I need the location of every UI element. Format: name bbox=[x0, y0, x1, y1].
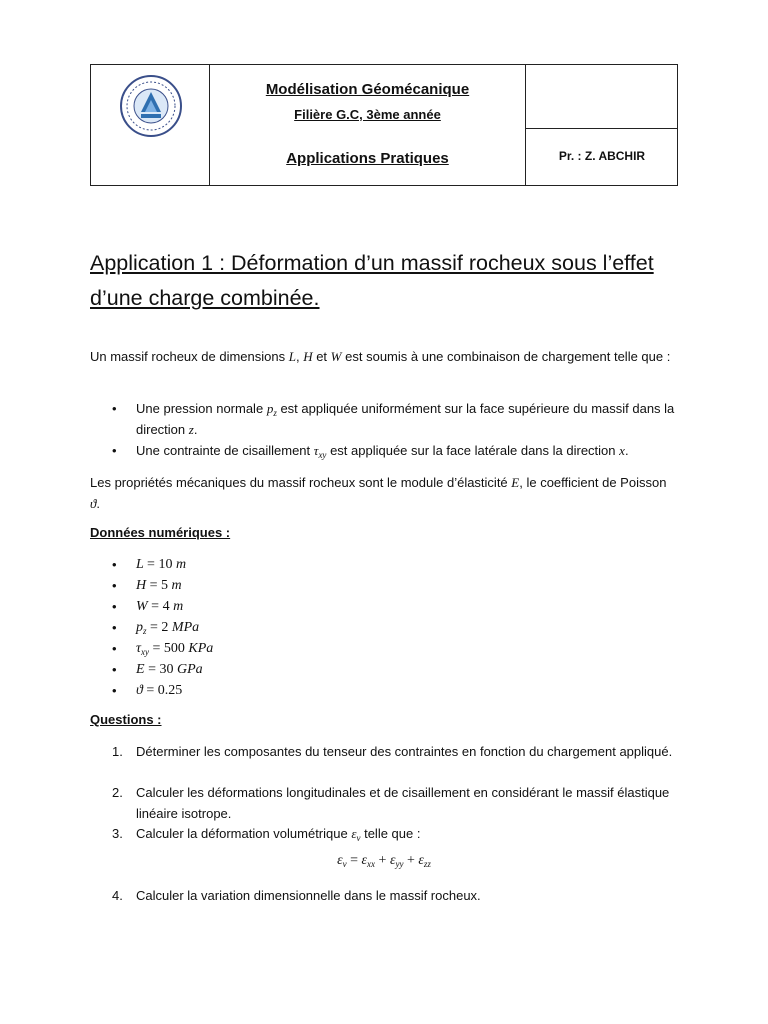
school-logo-icon bbox=[119, 74, 183, 138]
data-item-nu: ϑ = 0.25 bbox=[136, 683, 183, 698]
bullet-icon: • bbox=[112, 662, 117, 677]
application-title: Application 1 : Déformation d’un massif rocheux sous l’effet d’une charge combinée. bbox=[90, 251, 654, 310]
numerical-data-label: Données numériques : bbox=[90, 525, 231, 540]
header-divider bbox=[525, 128, 677, 129]
question-3: Calculer la déformation volumétrique $\varepsilon_v$ telle que : bbox=[136, 826, 421, 843]
list-number: 1. bbox=[112, 744, 123, 759]
professor-name: Pr. : Z. ABCHIR bbox=[558, 149, 646, 163]
bullet-icon: • bbox=[112, 578, 117, 593]
bullet-icon: • bbox=[112, 401, 117, 416]
data-item-pz: $p_z = 2$ MPa bbox=[136, 620, 200, 636]
list-item: Une contrainte de cisaillement $\tau_{xy}$ est appliquée sur la face latérale dans la direction x. bbox=[136, 443, 629, 460]
header-table bbox=[90, 64, 678, 186]
intro-paragraph: Un massif rocheux de dimensions L, H et W est soumis à une combinaison de chargement telle que : bbox=[90, 349, 671, 364]
data-item-E: E = 30 GPa bbox=[136, 662, 203, 677]
math-symbol: L bbox=[288, 349, 296, 364]
header-divider bbox=[525, 65, 526, 185]
course-subtitle: Filière G.C, 3ème année bbox=[294, 107, 441, 122]
data-item-txy: $\tau_{xy} = 500$ KPa bbox=[136, 641, 214, 657]
data-item-L: L = 10 m bbox=[136, 557, 187, 572]
question-1: Déterminer les composantes du tenseur des contraintes en fonction du chargement appliqué. bbox=[136, 744, 673, 759]
question-4: Calculer la variation dimensionnelle dans le massif rocheux. bbox=[136, 888, 481, 903]
bullet-icon: • bbox=[112, 599, 117, 614]
list-number: 3. bbox=[112, 826, 123, 841]
bullet-icon: • bbox=[112, 683, 117, 698]
data-item-W: W = 4 m bbox=[136, 599, 184, 614]
list-item: Une pression normale $p_z$ est appliquée uniformément sur la face supérieure du massif dans la direction z. bbox=[136, 401, 675, 437]
bullet-icon: • bbox=[112, 620, 117, 635]
section-title: Applications Pratiques bbox=[286, 150, 449, 167]
bullet-icon: • bbox=[112, 557, 117, 572]
list-number: 4. bbox=[112, 888, 123, 903]
course-title: Modélisation Géomécanique bbox=[265, 81, 470, 98]
bullet-icon: • bbox=[112, 443, 117, 458]
data-item-H: H = 5 m bbox=[136, 578, 182, 593]
questions-label: Questions : bbox=[90, 712, 162, 727]
math-symbol: H bbox=[303, 349, 313, 364]
properties-paragraph: Les propriétés mécaniques du massif rocheux sont le module d’élasticité E, le coefficient de Poisson ϑ. bbox=[90, 475, 667, 511]
math-symbol: W bbox=[330, 349, 342, 364]
question-2: Calculer les déformations longitudinales et de cisaillement en considérant le massif élastique linéaire isotrope. bbox=[136, 785, 670, 821]
volumetric-strain-equation: $\varepsilon_v = \varepsilon_{xx} + \varepsilon_{yy} + \varepsilon_{zz}$ bbox=[337, 853, 431, 869]
list-number: 2. bbox=[112, 785, 123, 800]
bullet-icon: • bbox=[112, 641, 117, 656]
